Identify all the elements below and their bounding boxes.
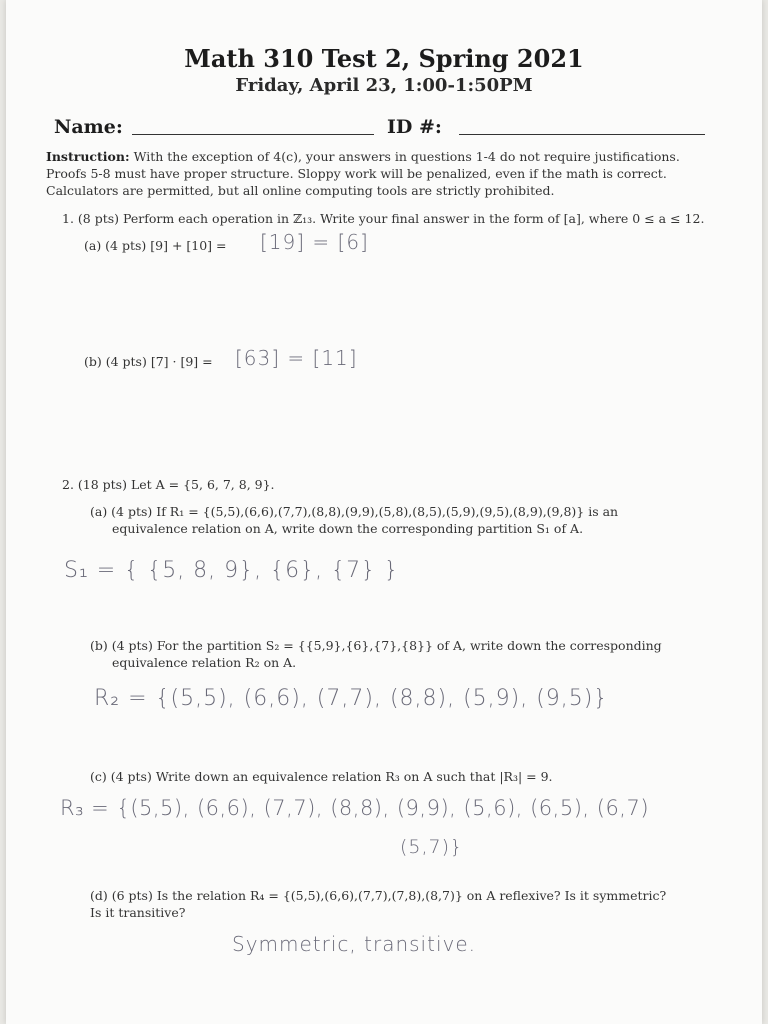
q2b-line1: (b) (4 pts) For the partition S₂ = {{5,9},{6},{7},{8}} of A, write down the corresponding	[90, 638, 662, 653]
q1b-answer: [63] = [11]	[235, 346, 358, 370]
q2d-question	[90, 887, 730, 921]
q1-text: 1. (8 pts) Perform each operation in ℤ₁₃. Write your final answer in the form of [a], where 0 ≤ a ≤ 12.	[62, 211, 705, 226]
q2-text: 2. (18 pts) Let A = {5, 6, 7, 8, 9}.	[62, 477, 275, 492]
instruction-label: Instruction:	[46, 149, 130, 164]
exam-page	[6, 0, 762, 1024]
q2a-line1: (a) (4 pts) If R₁ = {(5,5),(6,6),(7,7),(8,8),(9,9),(5,8),(8,5),(5,9),(9,5),(8,9),(9,8)} is an	[90, 504, 619, 519]
name-line[interactable]	[132, 134, 374, 135]
q2c-answer-line1: R₃ = {(5,5), (6,6), (7,7), (8,8), (9,9), (5,6), (6,5), (6,7)	[60, 796, 650, 820]
name-label: Name:	[54, 116, 123, 138]
q2a-answer: S₁ = { {5, 8, 9}, {6}, {7} }	[64, 558, 400, 583]
q2b-answer: R₂ = {(5,5), (6,6), (7,7), (8,8), (5,9), (9,5)}	[94, 686, 609, 711]
q1a-text: (a) (4 pts) [9] + [10] =	[84, 238, 227, 253]
q2d-line2: Is it transitive?	[90, 905, 186, 920]
q2a-question	[90, 503, 730, 537]
q2a-line2: equivalence relation on A, write down the corresponding partition S₁ of A.	[112, 521, 584, 536]
instruction-line2: Proofs 5-8 must have proper structure. Sloppy work will be penalized, even if the math is correct.	[46, 166, 667, 181]
q2b-question	[90, 637, 730, 671]
instruction-line1: With the exception of 4(c), your answers in questions 1-4 do not require justifications.	[133, 149, 680, 164]
instruction-block	[46, 148, 726, 199]
q1a-answer: [19] = [6]	[260, 230, 369, 254]
exam-title: Math 310 Test 2, Spring 2021	[184, 44, 584, 73]
id-label: ID #:	[387, 116, 442, 138]
exam-subtitle: Friday, April 23, 1:00-1:50PM	[235, 75, 533, 96]
id-line[interactable]	[459, 134, 705, 135]
q2c-answer-line2: (5,7)}	[400, 836, 464, 858]
q2d-answer: Symmetric, transitive.	[232, 932, 477, 956]
q2c-text: (c) (4 pts) Write down an equivalence relation R₃ on A such that |R₃| = 9.	[90, 769, 553, 784]
q2d-line1: (d) (6 pts) Is the relation R₄ = {(5,5),(6,6),(7,7),(7,8),(8,7)} on A reflexive? Is it symmetric?	[90, 888, 667, 903]
q2b-line2: equivalence relation R₂ on A.	[112, 655, 297, 670]
instruction-line3: Calculators are permitted, but all online computing tools are strictly prohibited.	[46, 183, 555, 198]
q1b-text: (b) (4 pts) [7] · [9] =	[84, 354, 213, 369]
